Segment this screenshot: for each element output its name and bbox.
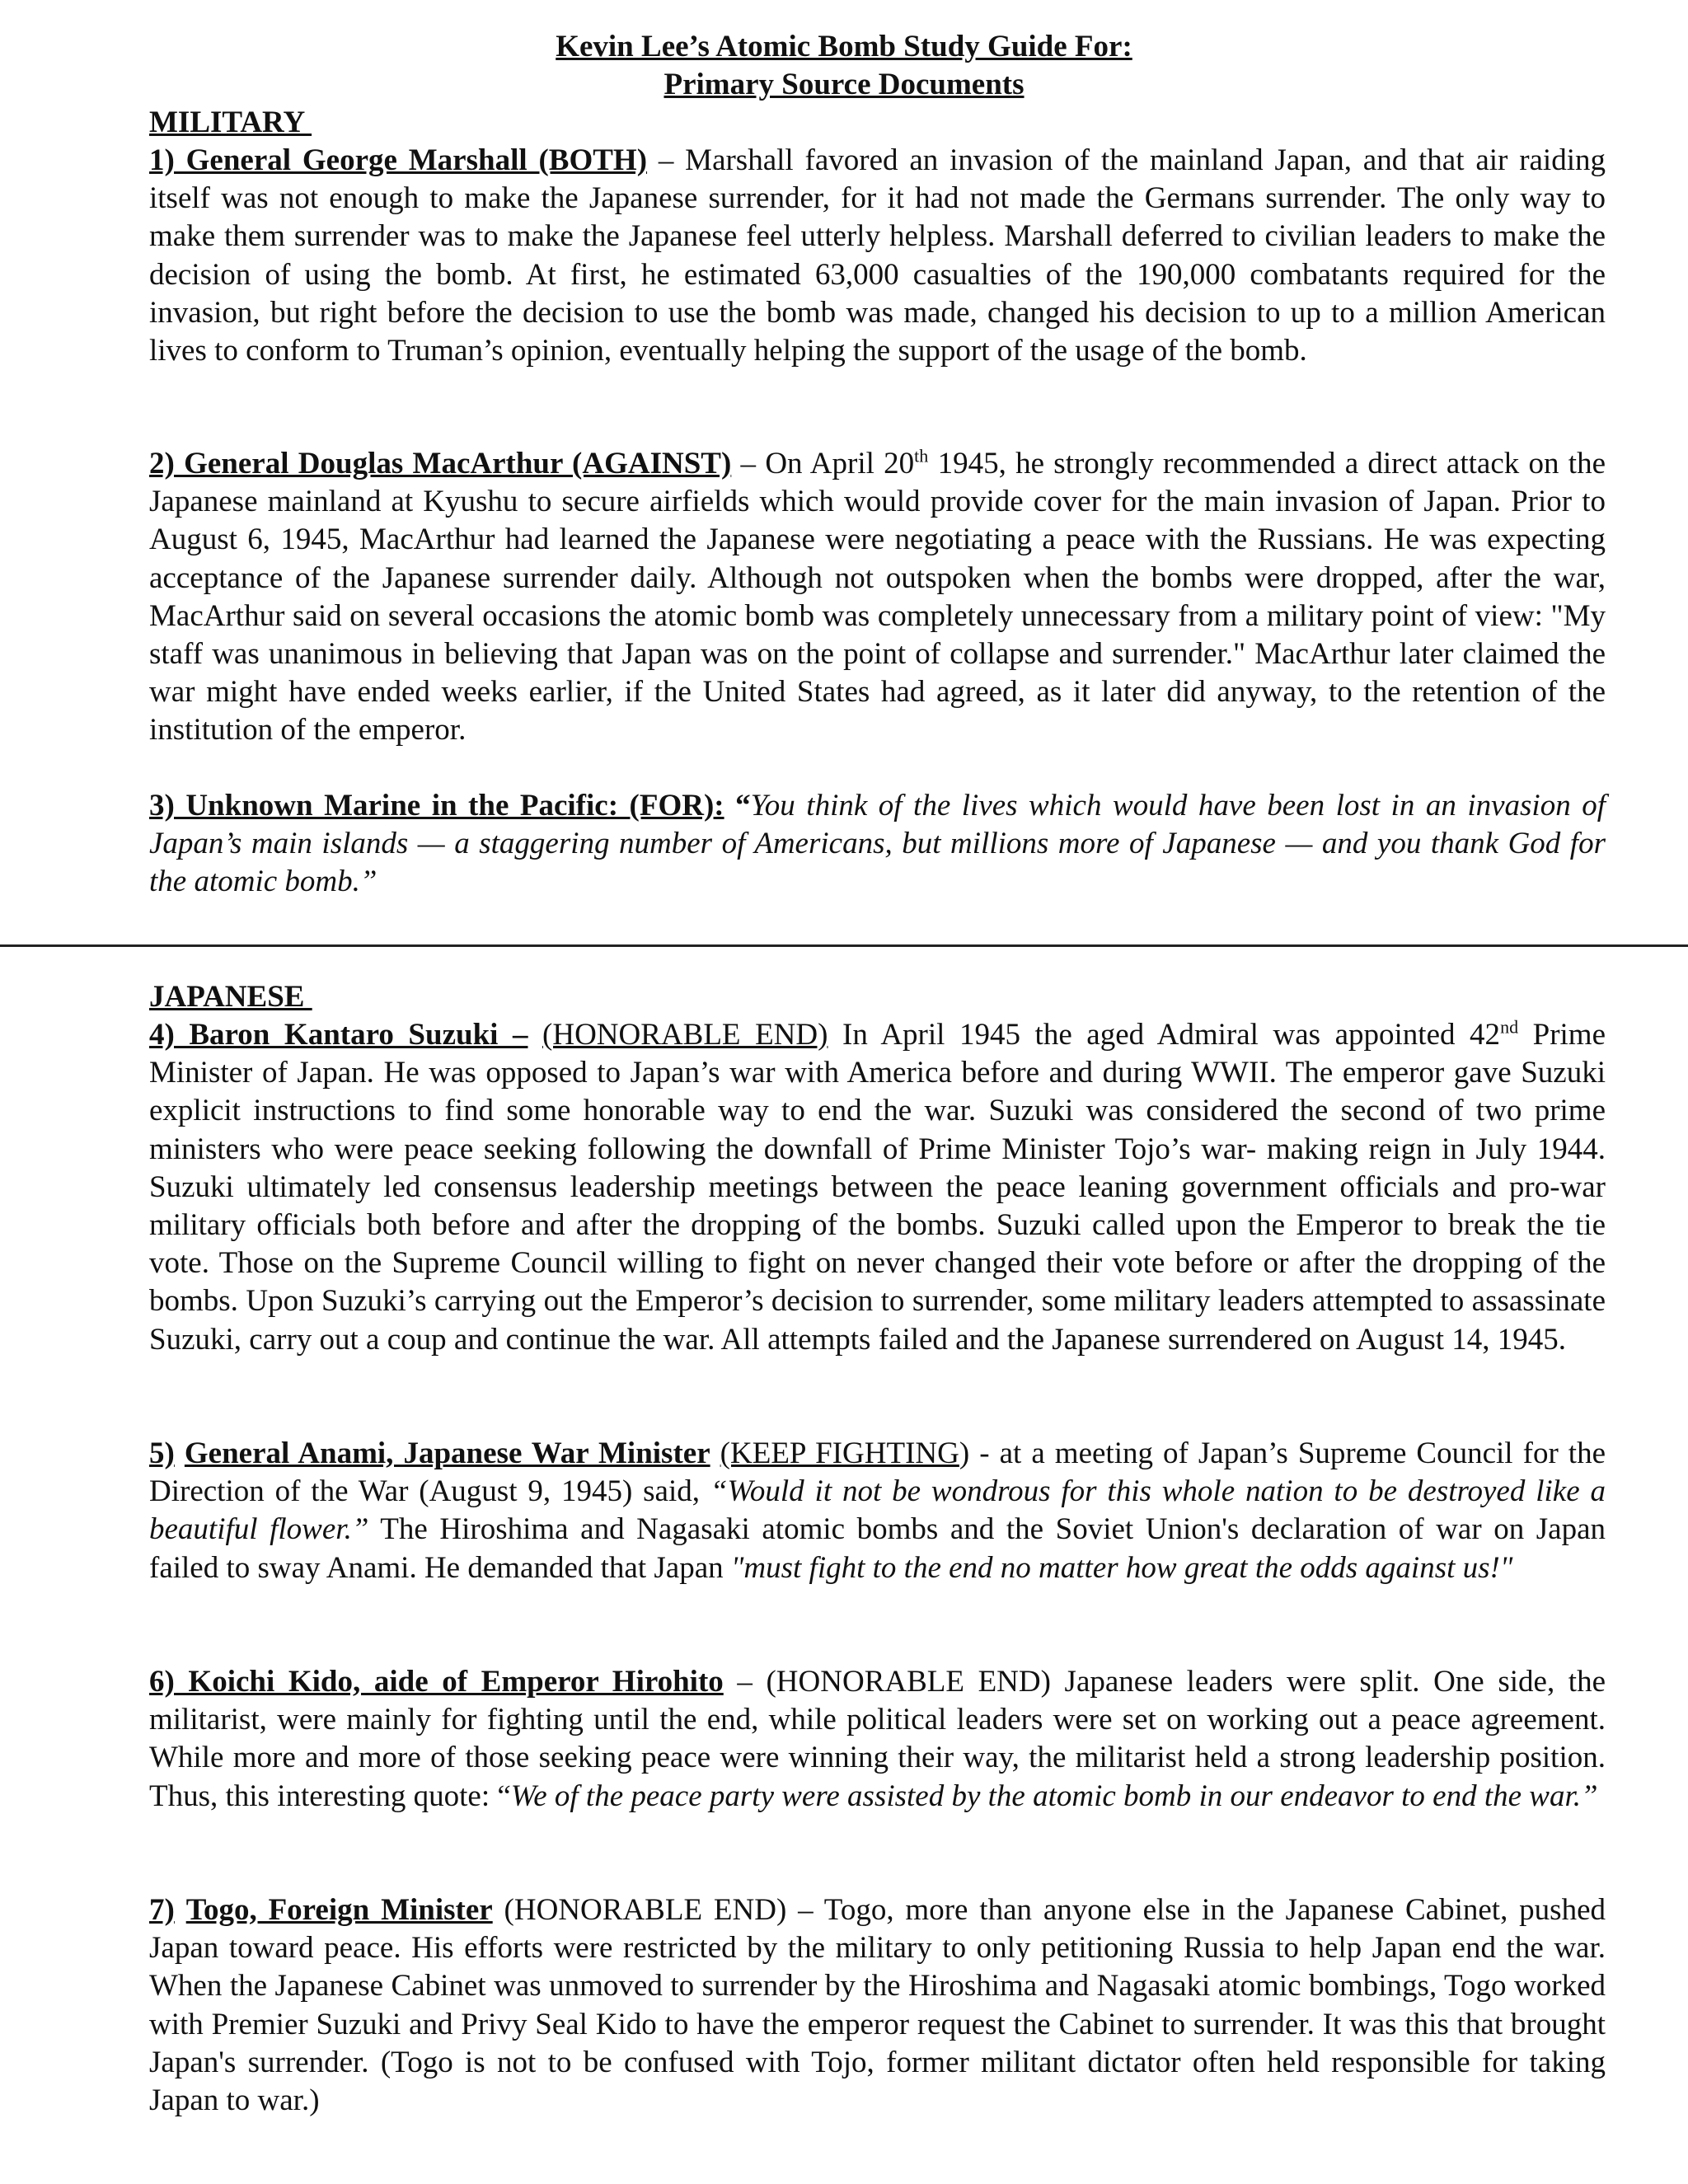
entry-text: The Hiroshima and Nagasaki atomic bombs and the Soviet Union's declaration of war on Japan failed to sway Anami. He demanded that Japan xyxy=(149,1512,1606,1585)
entry-macarthur xyxy=(149,445,1606,750)
entry-quote: We of the peace party were assisted by the atomic bomb in our endeavor to end the war.” xyxy=(510,1779,1598,1813)
ordinal-suffix: nd xyxy=(1500,1016,1519,1038)
page-subtitle: Primary Source Documents xyxy=(663,68,1025,101)
entry-text: – (HONORABLE END) Japanese leaders were split. One side, the militarist, were mainly for fighting until the end, while political leaders were set on working out a peace agreement. While more and more of those seeking peace were winning their way, the militarist held a strong leadership position. Thus, this interesting quote: “ xyxy=(149,1665,1606,1813)
entry-text: 1945, he strongly recommended a direct attack on the Japanese mainland at Kyushu to secure airfields which would provide cover for the main invasion of Japan. Prior to August 6, 1945, MacArthur had learned the Japanese were negotiating a peace with the Russians. He was expecting acceptance of the Japanese surrender daily. Although not outspoken when the bombs were dropped, after the war, MacArthur said on several occasions the atomic bomb was completely unnecessary from a military point of view: "My staff was unanimous in believing that Japan was on the point of collapse and surrender." MacArthur later claimed the war might have ended weeks earlier, if the United States had agreed, as it later did anyway, to the retention of the institution of the emperor. xyxy=(149,447,1606,748)
section-divider xyxy=(0,944,1688,947)
entry-text: – On April 20 xyxy=(731,447,915,480)
entry-number: 7) xyxy=(149,1893,175,1927)
entry-text: ) - at a meeting of Japan’s Supreme Council for the Direction of the War (August 9, 1945) said, xyxy=(149,1436,1606,1509)
entry-unknown-marine xyxy=(149,787,1606,902)
entry-number: 5) xyxy=(149,1436,175,1470)
entry-stance: (KEEP FIGHTING xyxy=(720,1436,959,1470)
entry-label: Togo, Foreign Minister xyxy=(185,1893,493,1927)
entry-label: 2) General Douglas MacArthur (AGAINST) xyxy=(149,447,732,480)
entry-text: In April 1945 the aged Admiral was appointed 42 xyxy=(828,1018,1501,1052)
entry-quote: "must fight to the end no matter how great the odds against us!" xyxy=(730,1550,1513,1585)
entry-quote-mark: “ xyxy=(724,789,751,823)
entry-label: 6) Koichi Kido, aide of Emperor Hirohito xyxy=(149,1665,724,1699)
entry-text: Prime Minister of Japan. He was opposed to Japan’s war with America before and during WWII. The emperor gave Suzuki explicit instructions to find some honorable way to end the war. Suzuki was considered the second of two prime ministers who were peace seeking following the downfall of Prime Minister Tojo’s war- making reign in July 1944. Suzuki ultimately led consensus leadership meetings between the peace leaning government officials and pro-war military officials both before and after the dropping of the bombs. Suzuki called upon the Emperor to break the tie vote. Those on the Supreme Council willing to fight on never changed their vote before or after the dropping of the bombs. Upon Suzuki’s carrying out the Emperor’s decision to surrender, some military leaders attempted to assassinate Suzuki, carry out a coup and continue the war. All attempts failed and the Japanese surrendered on August 14, 1945. xyxy=(149,1018,1606,1357)
entry-label: 3) Unknown Marine in the Pacific: (FOR): xyxy=(149,789,724,823)
entry-text: (HONORABLE END) – Togo, more than anyone else in the Japanese Cabinet, pushed Japan toward peace. His efforts were restricted by the military to only petitioning Russia to help Japan end the war. When the Japanese Cabinet was unmoved to surrender by the Hiroshima and Nagasaki atomic bombings, Togo worked with Premier Suzuki and Privy Seal Kido to have the emperor request the Cabinet to surrender. It was this that brought Japan's surrender. (Togo is not to be confused with Tojo, former militant dictator often held responsible for taking Japan to war.) xyxy=(149,1893,1606,2118)
section-heading-military: MILITARY xyxy=(149,105,312,139)
entry-label: 1) General George Marshall (BOTH) xyxy=(149,143,648,177)
entry-label: General Anami, Japanese War Minister xyxy=(184,1436,710,1470)
ordinal-suffix: th xyxy=(914,445,929,466)
entry-suzuki xyxy=(149,1016,1606,1359)
entry-quote: “Would it not be wondrous for this whole nation to be destroyed like a beautiful flower.” xyxy=(149,1474,1606,1547)
page-title: Kevin Lee’s Atomic Bomb Study Guide For: xyxy=(556,30,1132,63)
entry-kido xyxy=(149,1663,1606,1816)
entry-marshall xyxy=(149,142,1606,370)
entry-anami xyxy=(149,1435,1606,1587)
entry-stance: (HONORABLE END) xyxy=(542,1018,828,1052)
entry-quote: You think of the lives which would have been lost in an invasion of Japan’s main islands — a staggering number of Americans, but millions more of Japanese — and you thank God for the atomic bomb.” xyxy=(149,789,1606,899)
entry-label: 4) Baron Kantaro Suzuki – xyxy=(149,1018,528,1052)
section-heading-japanese: JAPANESE xyxy=(149,980,312,1014)
entry-togo xyxy=(149,1891,1606,2120)
entry-text: – Marshall favored an invasion of the mainland Japan, and that air raiding itself was not enough to make the Japanese surrender, for it had not made the Germans surrender. The only way to make them surrender was to make the Japanese feel utterly helpless. Marshall deferred to civilian leaders to make the decision of using the bomb. At first, he estimated 63,000 casualties of the 190,000 combatants required for the invasion, but right before the decision to use the bomb was made, changed his decision to up to a million American lives to conform to Truman’s opinion, eventually helping the support of the usage of the bomb. xyxy=(149,143,1606,368)
